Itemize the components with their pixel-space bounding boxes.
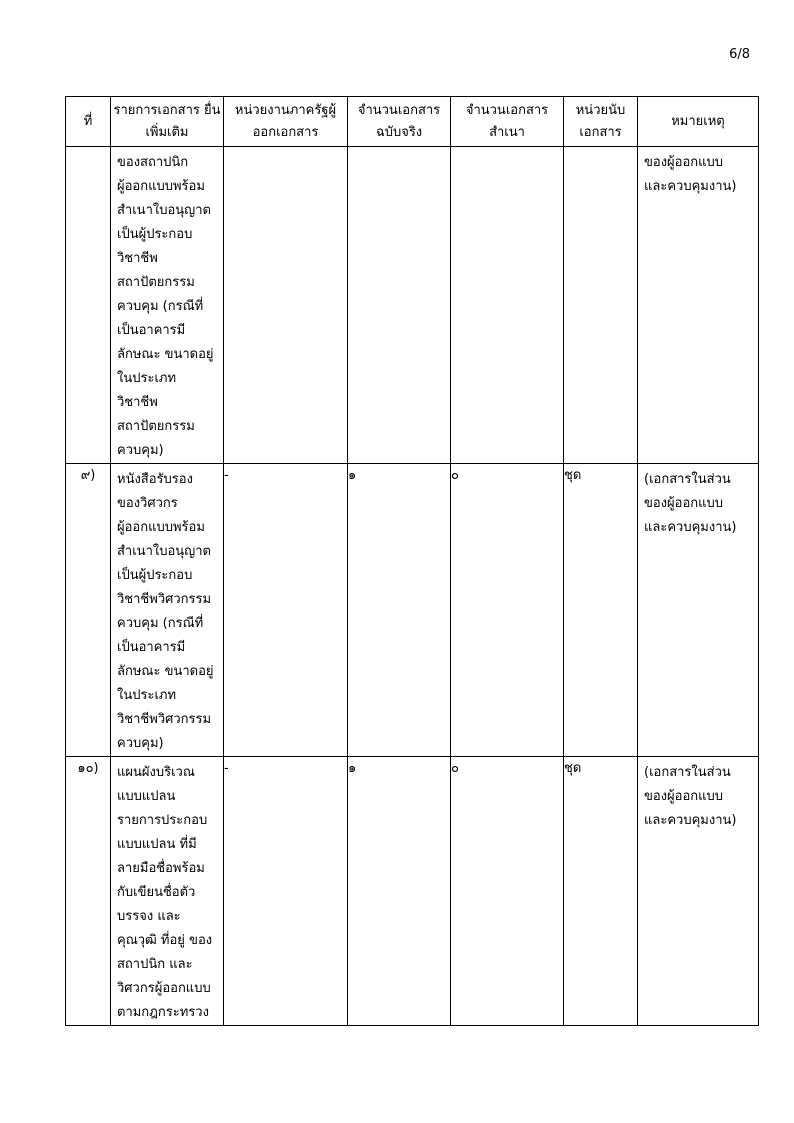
remark-line: (เอกสารในส่วน [644, 472, 731, 487]
document-line: วิชาชีพ [117, 395, 158, 410]
document-name-cell [111, 757, 224, 1026]
document-line: วิชาชีพ [117, 251, 158, 266]
document-line: เป็นอาคารมี [117, 323, 186, 338]
document-line: ของสถาปนิก [117, 155, 189, 170]
document-line: รายการประกอบ [117, 813, 208, 828]
remark-line: ของผู้ออกแบบ [644, 789, 724, 804]
header-cell-remark [638, 97, 759, 147]
header-label: จำนวนเอกสาร สำเนา [465, 102, 549, 140]
header-cell-no [66, 97, 111, 147]
original-count-cell: ๑ [348, 464, 451, 757]
document-line: ลายมือชื่อพร้อม [117, 861, 205, 876]
document-line: เป็นผู้ประกอบ [117, 227, 193, 242]
page-number: 6/8 [729, 47, 750, 62]
document-line: เป็นอาคารมี [117, 640, 186, 655]
document-line: แบบแปลน ที่มี [117, 837, 197, 852]
document-line: ในประเภท [117, 371, 177, 386]
document-line: ของวิศวกร [117, 496, 178, 511]
header-cell-unit [564, 97, 638, 147]
remark-line: และควบคุมงาน) [644, 179, 737, 194]
document-name-cell [111, 464, 224, 757]
header-label: หน่วยงานภาครัฐผู้ ออกเอกสาร [234, 102, 337, 140]
document-line: ผู้ออกแบบพร้อม [117, 179, 205, 194]
document-line: วิชาชีพวิศวกรรม [117, 592, 212, 607]
header-label: ที่ [83, 113, 93, 129]
document-line: ลักษณะ ขนาดอยู่ [117, 347, 214, 362]
document-line: สำเนาใบอนุญาต [117, 544, 211, 559]
agency-cell: - [224, 757, 348, 1026]
header-cell-original-count [348, 97, 451, 147]
document-line: ในประเภท [117, 688, 177, 703]
header-cell-documents [111, 97, 224, 147]
document-name-cell [111, 147, 224, 464]
unit-cell: ชุด [564, 464, 638, 757]
document-line: เป็นผู้ประกอบ [117, 568, 193, 583]
document-line: คุณวุฒิ ที่อยู่ ของ [117, 933, 213, 948]
copy-count-cell: ๐ [451, 464, 564, 757]
document-line: กับเขียนชื่อตัว [117, 885, 196, 900]
copy-count-cell [451, 147, 564, 464]
table-row [66, 147, 759, 464]
remark-cell [638, 757, 759, 1026]
document-line: แผนผังบริเวณ [117, 765, 195, 780]
header-label: จำนวนเอกสาร ฉบับจริง [357, 102, 441, 140]
header-cell-agency [224, 97, 348, 147]
table-row [66, 757, 759, 1026]
unit-cell [564, 147, 638, 464]
remark-line: ของผู้ออกแบบ [644, 496, 724, 511]
original-count-cell [348, 147, 451, 464]
header-cell-copy-count [451, 97, 564, 147]
document-line: ควบคุม) [117, 736, 164, 751]
document-line: สถาปัตยกรรม [117, 419, 195, 434]
header-row [66, 97, 759, 147]
remark-line: และควบคุมงาน) [644, 520, 737, 535]
header-label: หน่วยนับ เอกสาร [575, 102, 626, 140]
document-line: สถาปัตยกรรม [117, 275, 195, 290]
document-line: หนังสือรับรอง [117, 472, 193, 487]
agency-cell: - [224, 464, 348, 757]
document-line: ควบคุม) [117, 443, 164, 458]
row-number: ๙) [66, 464, 111, 757]
original-count-cell: ๑ [348, 757, 451, 1026]
document-table [65, 96, 759, 1026]
agency-cell [224, 147, 348, 464]
document-line: ควบคุม (กรณีที่ [117, 616, 204, 631]
copy-count-cell: ๐ [451, 757, 564, 1026]
document-line: แบบแปลน [117, 789, 176, 804]
document-line: ควบคุม (กรณีที่ [117, 299, 204, 314]
row-number [66, 147, 111, 464]
remark-cell [638, 147, 759, 464]
remark-line: ของผู้ออกแบบ [644, 155, 724, 170]
header-label: หมายเหตุ [671, 113, 725, 129]
document-line: ผู้ออกแบบพร้อม [117, 520, 205, 535]
remark-line: และควบคุมงาน) [644, 813, 737, 828]
document-line: บรรจง และ [117, 909, 181, 924]
document-line: ตามกฎกระทรวง [117, 1005, 209, 1020]
unit-cell: ชุด [564, 757, 638, 1026]
remark-cell [638, 464, 759, 757]
table-row [66, 464, 759, 757]
document-line: ลักษณะ ขนาดอยู่ [117, 664, 214, 679]
remark-line: (เอกสารในส่วน [644, 765, 731, 780]
document-line: สถาปนิก และ [117, 957, 193, 972]
row-number: ๑๐) [66, 757, 111, 1026]
document-line: สำเนาใบอนุญาต [117, 203, 211, 218]
document-line: วิชาชีพวิศวกรรม [117, 712, 212, 727]
document-line: วิศวกรผู้ออกแบบ [117, 981, 211, 996]
header-label: รายการเอกสาร ยื่นเพิ่มเติม [113, 102, 221, 140]
